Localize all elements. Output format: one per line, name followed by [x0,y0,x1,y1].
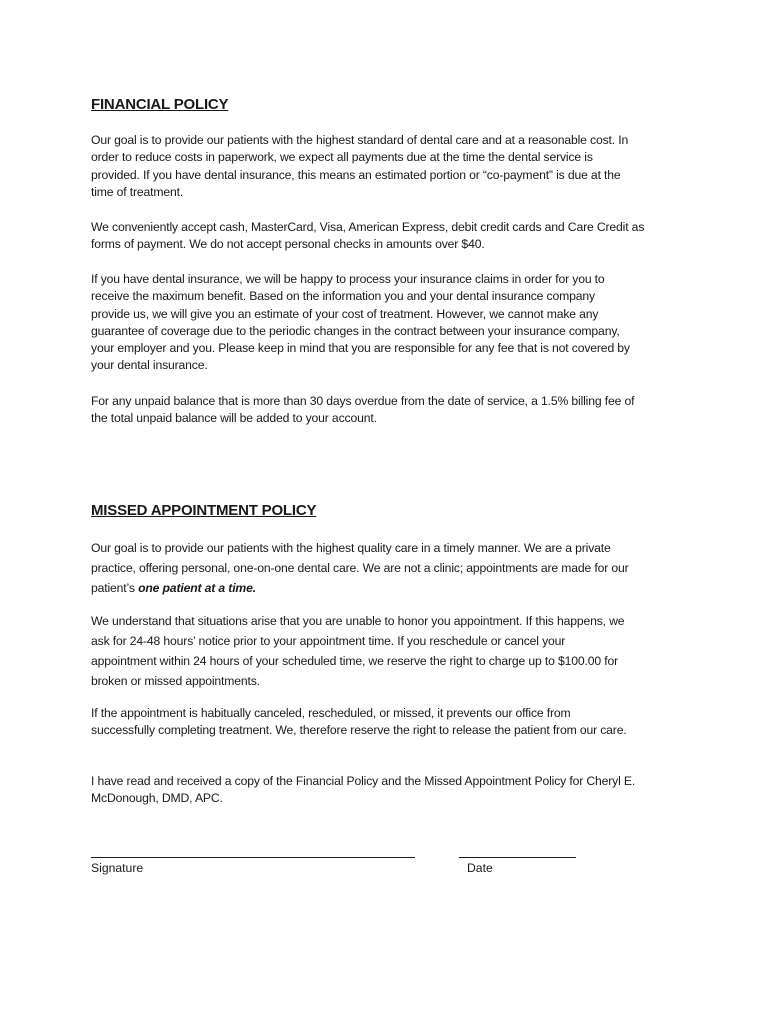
text-line: McDonough, DMD, APC. [91,791,223,806]
text-line: forms of payment. We do not accept personal checks in amounts over $40. [91,237,485,252]
missed-paragraph-3 [91,705,681,740]
financial-paragraph-1 [91,132,681,201]
text-line: For any unpaid balance that is more than 30 days overdue from the date of service, a 1.5% billing fee of [91,394,635,408]
text-line: order to reduce costs in paperwork, we expect all payments due at the time the dental service is [91,150,593,165]
text-line: If you have dental insurance, we will be happy to process your insurance claims in order for you to [91,272,605,286]
financial-policy-title: FINANCIAL POLICY [91,96,229,113]
missed-paragraph-2 [91,611,681,691]
date-line[interactable] [459,857,576,858]
text-line: If the appointment is habitually canceled, rescheduled, or missed, it prevents our office from [91,706,571,720]
text-line: practice, offering personal, one-on-one dental care. We are not a clinic; appointments are made for our [91,561,629,575]
text-line: receive the maximum benefit. Based on the information you and your dental insurance company [91,289,595,304]
financial-paragraph-4 [91,393,681,428]
emphasis-text: one patient at a time. [138,581,256,595]
text-line: provide us, we will give you an estimate of your cost of treatment. However, we cannot make any [91,306,599,321]
signature-line[interactable] [91,857,415,858]
text-line: Our goal is to provide our patients with the highest standard of dental care and at a reasonable cost. In [91,133,629,147]
text-line: I have read and received a copy of the Financial Policy and the Missed Appointment Policy for Cheryl E. [91,774,636,788]
text-line: the total unpaid balance will be added to your account. [91,411,377,426]
missed-appointment-policy-title: MISSED APPOINTMENT POLICY [91,502,317,519]
acknowledgement-paragraph [91,773,681,808]
financial-paragraph-2 [91,219,681,254]
date-label: Date [467,861,493,875]
text-line [91,578,681,598]
signature-label: Signature [91,861,144,875]
text-line: ask for 24-48 hours’ notice prior to your appointment time. If you reschedule or cancel your [91,634,566,648]
text-line: We conveniently accept cash, MasterCard, Visa, American Express, debit credit cards and Care Credit as [91,220,645,234]
text-line: time of treatment. [91,184,184,199]
financial-paragraph-3 [91,271,681,375]
text-line: appointment within 24 hours of your scheduled time, we reserve the right to charge up to $100.00 for [91,654,618,668]
text-line: Our goal is to provide our patients with the highest quality care in a timely manner. We are a private [91,541,611,555]
text-line: guarantee of coverage due to the periodic changes in the contract between your insurance company, [91,323,620,338]
text-line: your employer and you. Please keep in mind that you are responsible for any fee that is not covered by [91,341,630,356]
text-fragment: patient’s [91,581,139,595]
text-line: successfully completing treatment. We, therefore reserve the right to release the patient from our care. [91,723,627,738]
text-line: provided. If you have dental insurance, this means an estimated portion or “co-payment” is due at the [91,167,621,182]
text-line: We understand that situations arise that you are unable to honor you appointment. If this happens, we [91,614,625,628]
missed-paragraph-1 [91,538,681,598]
text-line: broken or missed appointments. [91,674,260,688]
text-line: your dental insurance. [91,358,208,373]
